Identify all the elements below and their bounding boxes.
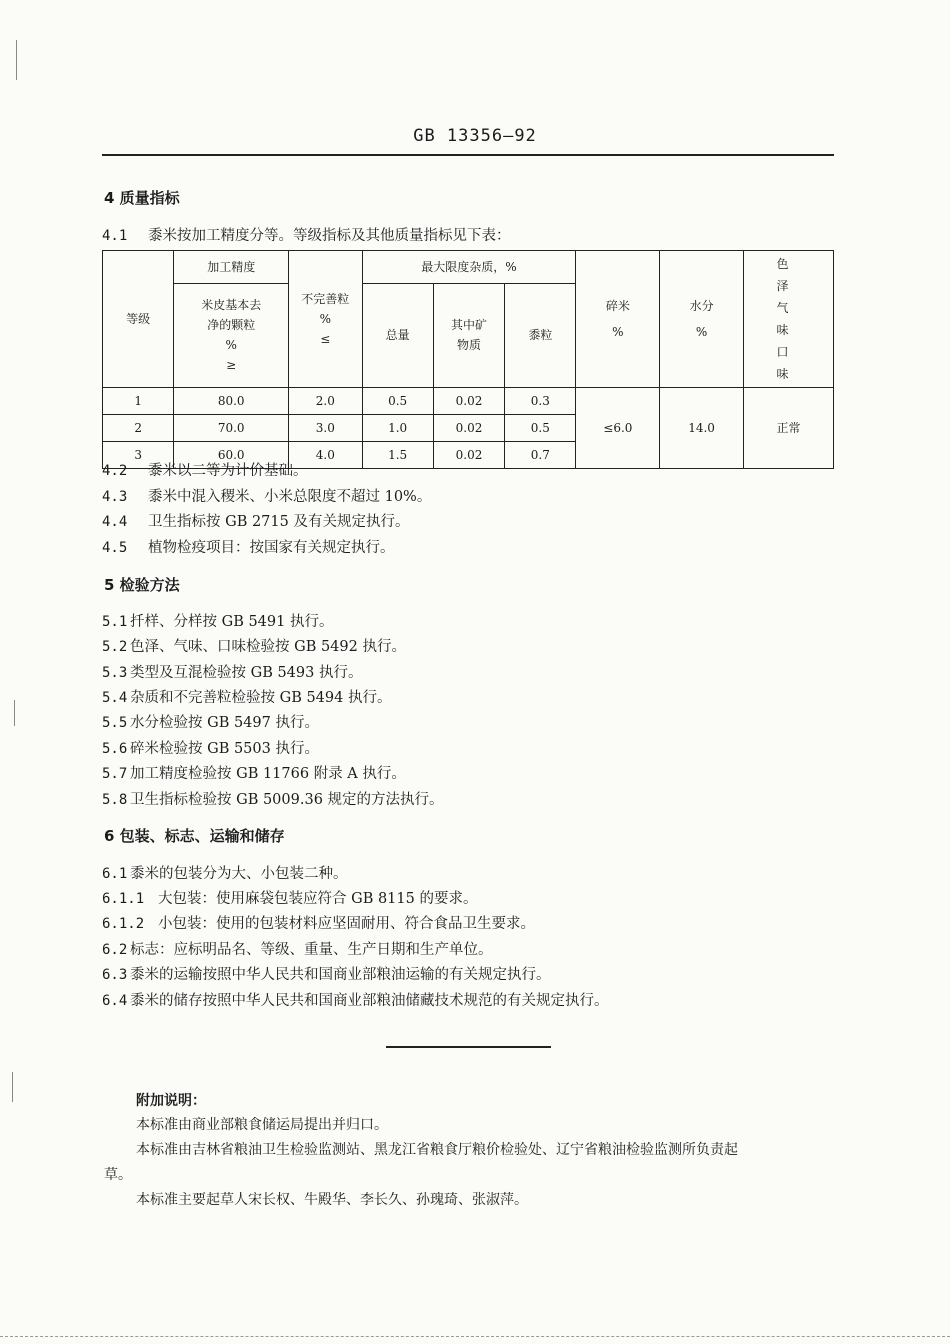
clause-text: 杂质和不完善粒检验按 GB 5494 执行。	[130, 690, 392, 706]
cell-imperfect: 3.0	[289, 415, 362, 442]
clause-text: 黍米的储存按照中华人民共和国商业部粮油储藏技术规范的有关规定执行。	[130, 993, 609, 1009]
cell-imperfect: 2.0	[289, 388, 362, 415]
scan-mark-middle	[14, 700, 15, 726]
clause-text: 水分检验按 GB 5497 执行。	[130, 715, 319, 731]
th-broken	[576, 251, 660, 388]
th-total: 总量	[362, 283, 433, 387]
cell-color: 正常	[743, 388, 833, 469]
notes-line-2b: 草。	[104, 1167, 132, 1183]
clause-number: 5.1	[102, 614, 128, 630]
cell-broken: ≤6.0	[576, 388, 660, 469]
scan-bottom-edge	[0, 1336, 950, 1337]
clause-4-4	[102, 510, 409, 531]
clause-number: 4.4	[102, 514, 128, 530]
cell-grade: 2	[103, 415, 174, 442]
notes-title: 附加说明：	[136, 1093, 206, 1109]
clause-number: 6.1.1	[102, 891, 145, 907]
th-imperfect	[289, 251, 362, 388]
clause-number: 4.1	[102, 228, 128, 244]
clause-text: 黍米的运输按照中华人民共和国商业部粮油运输的有关规定执行。	[130, 967, 551, 983]
clause-number: 6.4	[102, 993, 128, 1009]
clause-number: 5.8	[102, 792, 128, 808]
clause-5-5	[102, 711, 319, 732]
th-broken-label: 碎米	[605, 299, 630, 313]
clause-text: 黍米以二等为计价基础。	[148, 463, 308, 479]
scan-mark-lower	[12, 1072, 13, 1102]
th-grade: 等级	[103, 251, 174, 388]
clause-5-2	[102, 635, 406, 656]
cell-moisture: 14.0	[660, 388, 744, 469]
scan-mark-top	[16, 40, 17, 80]
clause-number: 6.2	[102, 942, 128, 958]
cell-millet: 0.5	[505, 415, 576, 442]
clause-text: 碎米检验按 GB 5503 执行。	[130, 741, 319, 757]
cell-total: 0.5	[362, 388, 433, 415]
clause-5-1	[102, 610, 333, 631]
clause-number: 6.3	[102, 967, 128, 983]
clause-5-3	[102, 661, 362, 682]
clause-5-4	[102, 686, 391, 707]
clause-text: 大包装：使用麻袋包装应符合 GB 8115 的要求。	[158, 891, 478, 907]
clause-number: 5.5	[102, 715, 128, 731]
clause-number: 5.3	[102, 665, 128, 681]
section-5-title: 5 检验方法	[104, 576, 180, 594]
clause-text: 扦样、分样按 GB 5491 执行。	[130, 614, 334, 630]
notes-line-1: 本标准由商业部粮食储运局提出并归口。	[136, 1117, 388, 1133]
clause-6-4	[102, 989, 609, 1010]
clause-5-7	[102, 762, 406, 783]
cell-total: 1.0	[362, 415, 433, 442]
clause-text: 黍米中混入稷米、小米总限度不超过 10%。	[148, 489, 432, 505]
cell-precision: 70.0	[174, 415, 289, 442]
clause-number: 4.3	[102, 489, 128, 505]
clause-text: 色泽、气味、口味检验按 GB 5492 执行。	[130, 639, 406, 655]
end-rule	[386, 1046, 551, 1048]
th-moisture-label: 水分	[689, 299, 714, 313]
th-millet: 黍粒	[505, 283, 576, 387]
th-precision-sub-label: 米皮基本去净的颗粒	[201, 298, 262, 333]
cell-total: 1.5	[362, 442, 433, 469]
th-precision-sub	[174, 283, 289, 387]
clause-4-1	[102, 224, 511, 245]
clause-number: 4.2	[102, 463, 128, 479]
cell-imperfect: 4.0	[289, 442, 362, 469]
cell-precision: 60.0	[174, 442, 289, 469]
cell-mineral: 0.02	[433, 415, 504, 442]
cell-precision: 80.0	[174, 388, 289, 415]
clause-text: 卫生指标检验按 GB 5009.36 规定的方法执行。	[130, 792, 444, 808]
th-color-label: 色泽气味口味	[776, 257, 801, 381]
quality-table	[102, 250, 834, 469]
cell-millet: 0.3	[505, 388, 576, 415]
cell-mineral: 0.02	[433, 388, 504, 415]
clause-text: 小包装：使用的包装材料应坚固耐用、符合食品卫生要求。	[158, 916, 535, 932]
section-4-title: 4 质量指标	[104, 189, 180, 207]
th-precision-op: ≥	[226, 358, 237, 373]
section-6-title: 6 包装、标志、运输和储存	[104, 827, 285, 845]
clause-6-2	[102, 938, 493, 959]
clause-number: 5.4	[102, 690, 128, 706]
table-row	[103, 388, 834, 415]
clause-text: 植物检疫项目：按国家有关规定执行。	[148, 540, 395, 556]
clause-5-6	[102, 737, 319, 758]
clause-6-1-1	[102, 887, 477, 908]
cell-grade: 3	[103, 442, 174, 469]
standard-code: GB 13356—92	[413, 126, 537, 146]
clause-5-8	[102, 788, 444, 809]
th-moisture-unit: %	[695, 325, 708, 339]
clause-text: 黍米按加工精度分等。等级指标及其他质量指标见下表：	[148, 228, 511, 244]
th-imperfect-label: 不完善粒	[301, 292, 350, 306]
clause-6-1-2	[102, 912, 535, 933]
th-broken-unit: %	[612, 325, 624, 339]
clause-number: 6.1	[102, 866, 128, 882]
clause-number: 5.6	[102, 741, 128, 757]
clause-number: 4.5	[102, 540, 128, 556]
notes-line-2a: 本标准由吉林省粮油卫生检验监测站、黑龙江省粮食厅粮价检验处、辽宁省粮油检验监测所负责起	[136, 1142, 738, 1158]
clause-text: 标志：应标明品名、等级、重量、生产日期和生产单位。	[130, 942, 493, 958]
clause-number: 5.7	[102, 766, 128, 782]
clause-6-1	[102, 862, 348, 883]
clause-4-5	[102, 536, 395, 557]
clause-number: 6.1.2	[102, 916, 145, 932]
th-moisture	[660, 251, 744, 388]
header-rule	[102, 154, 834, 156]
th-imperfect-unit: %	[319, 312, 331, 326]
notes-line-3: 本标准主要起草人宋长权、牛殿华、李长久、孙瑰琦、张淑萍。	[136, 1192, 528, 1208]
clause-text: 类型及互混检验按 GB 5493 执行。	[130, 665, 363, 681]
th-precision: 加工精度	[174, 251, 289, 284]
th-imperfect-op: ≤	[320, 332, 331, 346]
th-mineral-label: 其中矿物质	[450, 318, 487, 353]
cell-millet: 0.7	[505, 442, 576, 469]
clause-text: 卫生指标按 GB 2715 及有关规定执行。	[148, 514, 410, 530]
clause-4-3	[102, 485, 431, 506]
th-precision-unit: %	[225, 338, 237, 353]
clause-text: 加工精度检验按 GB 11766 附录 A 执行。	[130, 766, 406, 782]
th-mineral	[433, 283, 504, 387]
clause-6-3	[102, 963, 551, 984]
cell-mineral: 0.02	[433, 442, 504, 469]
th-color	[743, 251, 833, 388]
clause-number: 5.2	[102, 639, 128, 655]
th-impurity: 最大限度杂质，%	[362, 251, 576, 284]
clause-4-2	[102, 459, 308, 480]
cell-grade: 1	[103, 388, 174, 415]
clause-text: 黍米的包装分为大、小包装二种。	[130, 866, 348, 882]
